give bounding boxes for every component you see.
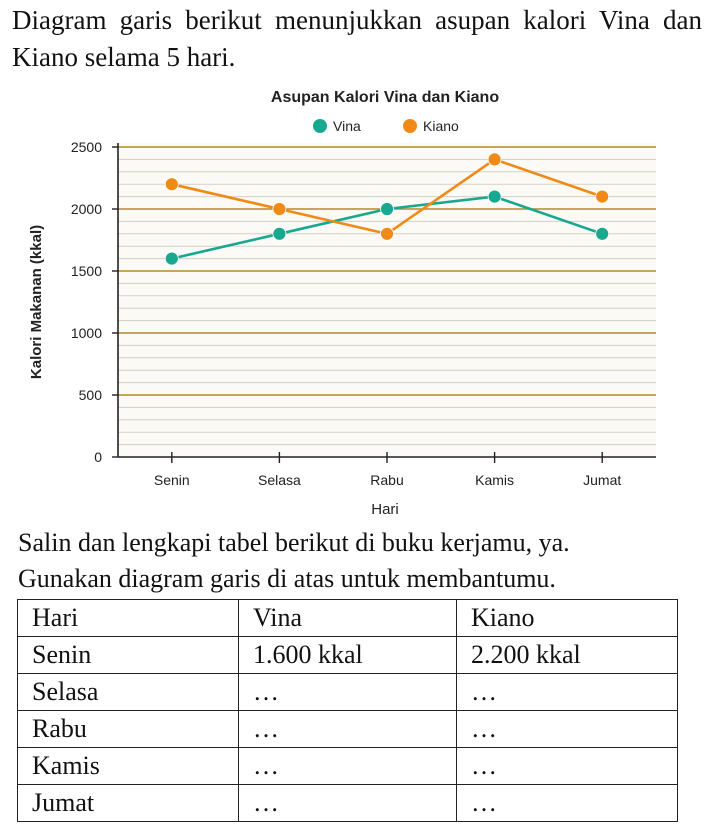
- legend-marker-kiano: [403, 119, 417, 133]
- table-row: [18, 637, 678, 674]
- x-tick-label: Jumat: [583, 472, 622, 488]
- y-tick-label: 0: [94, 449, 102, 465]
- table-row: [18, 748, 678, 785]
- y-tick-label: 1500: [70, 263, 102, 279]
- calorie-table-body: [18, 600, 678, 822]
- table-cell: 2.200 kkal: [457, 637, 678, 674]
- table-cell: …: [239, 785, 457, 822]
- table-cell: …: [457, 674, 678, 711]
- instruction-line-2: Gunakan diagram garis di atas untuk membantumu.: [18, 564, 556, 593]
- table-header-cell: Hari: [18, 600, 239, 637]
- legend-label: Vina: [333, 118, 361, 134]
- x-tick-label: Rabu: [370, 472, 404, 488]
- table-row: [18, 711, 678, 748]
- table-header-cell: Kiano: [457, 600, 678, 637]
- x-axis-label: Hari: [371, 501, 399, 518]
- table-cell: …: [457, 748, 678, 785]
- x-tick-label: Selasa: [257, 472, 301, 488]
- chart-title: Asupan Kalori Vina dan Kiano: [270, 89, 500, 106]
- y-tick-label: 2000: [70, 201, 102, 217]
- y-tick-label: 500: [78, 387, 102, 403]
- x-tick-label: Senin: [153, 472, 190, 488]
- table-row: [18, 785, 678, 822]
- x-tick-label: Kamis: [475, 472, 515, 488]
- table-header-row: [18, 600, 678, 637]
- calorie-table: [17, 599, 678, 822]
- table-cell: 1.600 kkal: [239, 637, 457, 674]
- data-point-kiano: [596, 190, 609, 203]
- line-chart: [0, 80, 712, 520]
- legend-label: Kiano: [423, 118, 459, 134]
- data-point-vina: [596, 227, 609, 240]
- data-point-kiano: [488, 153, 501, 166]
- table-cell: …: [239, 711, 457, 748]
- instruction-line-1: Salin dan lengkapi tabel berikut di buku kerjamu, ya.: [18, 528, 570, 557]
- y-tick-label: 1000: [70, 325, 102, 341]
- data-point-vina: [273, 227, 286, 240]
- table-cell: …: [239, 674, 457, 711]
- table-cell: Rabu: [18, 711, 239, 748]
- y-axis-label: Kalori Makanan (kkal): [28, 224, 45, 380]
- data-point-vina: [381, 203, 394, 216]
- instruction-paragraph: [18, 525, 698, 597]
- table-cell: …: [457, 711, 678, 748]
- data-point-kiano: [381, 227, 394, 240]
- table-cell: Jumat: [18, 785, 239, 822]
- y-tick-label: 2500: [70, 139, 102, 155]
- table-cell: Selasa: [18, 674, 239, 711]
- legend-marker-vina: [313, 119, 327, 133]
- data-point-vina: [165, 252, 178, 265]
- data-point-kiano: [165, 178, 178, 191]
- data-point-vina: [488, 190, 501, 203]
- table-header-cell: Vina: [239, 600, 457, 637]
- table-cell: Kamis: [18, 748, 239, 785]
- table-cell: …: [239, 748, 457, 785]
- table-cell: Senin: [18, 637, 239, 674]
- table-row: [18, 674, 678, 711]
- table-cell: …: [457, 785, 678, 822]
- intro-paragraph: Diagram garis berikut menunjukkan asupan kalori Vina dan Kiano selama 5 hari.: [12, 5, 702, 72]
- data-point-kiano: [273, 203, 286, 216]
